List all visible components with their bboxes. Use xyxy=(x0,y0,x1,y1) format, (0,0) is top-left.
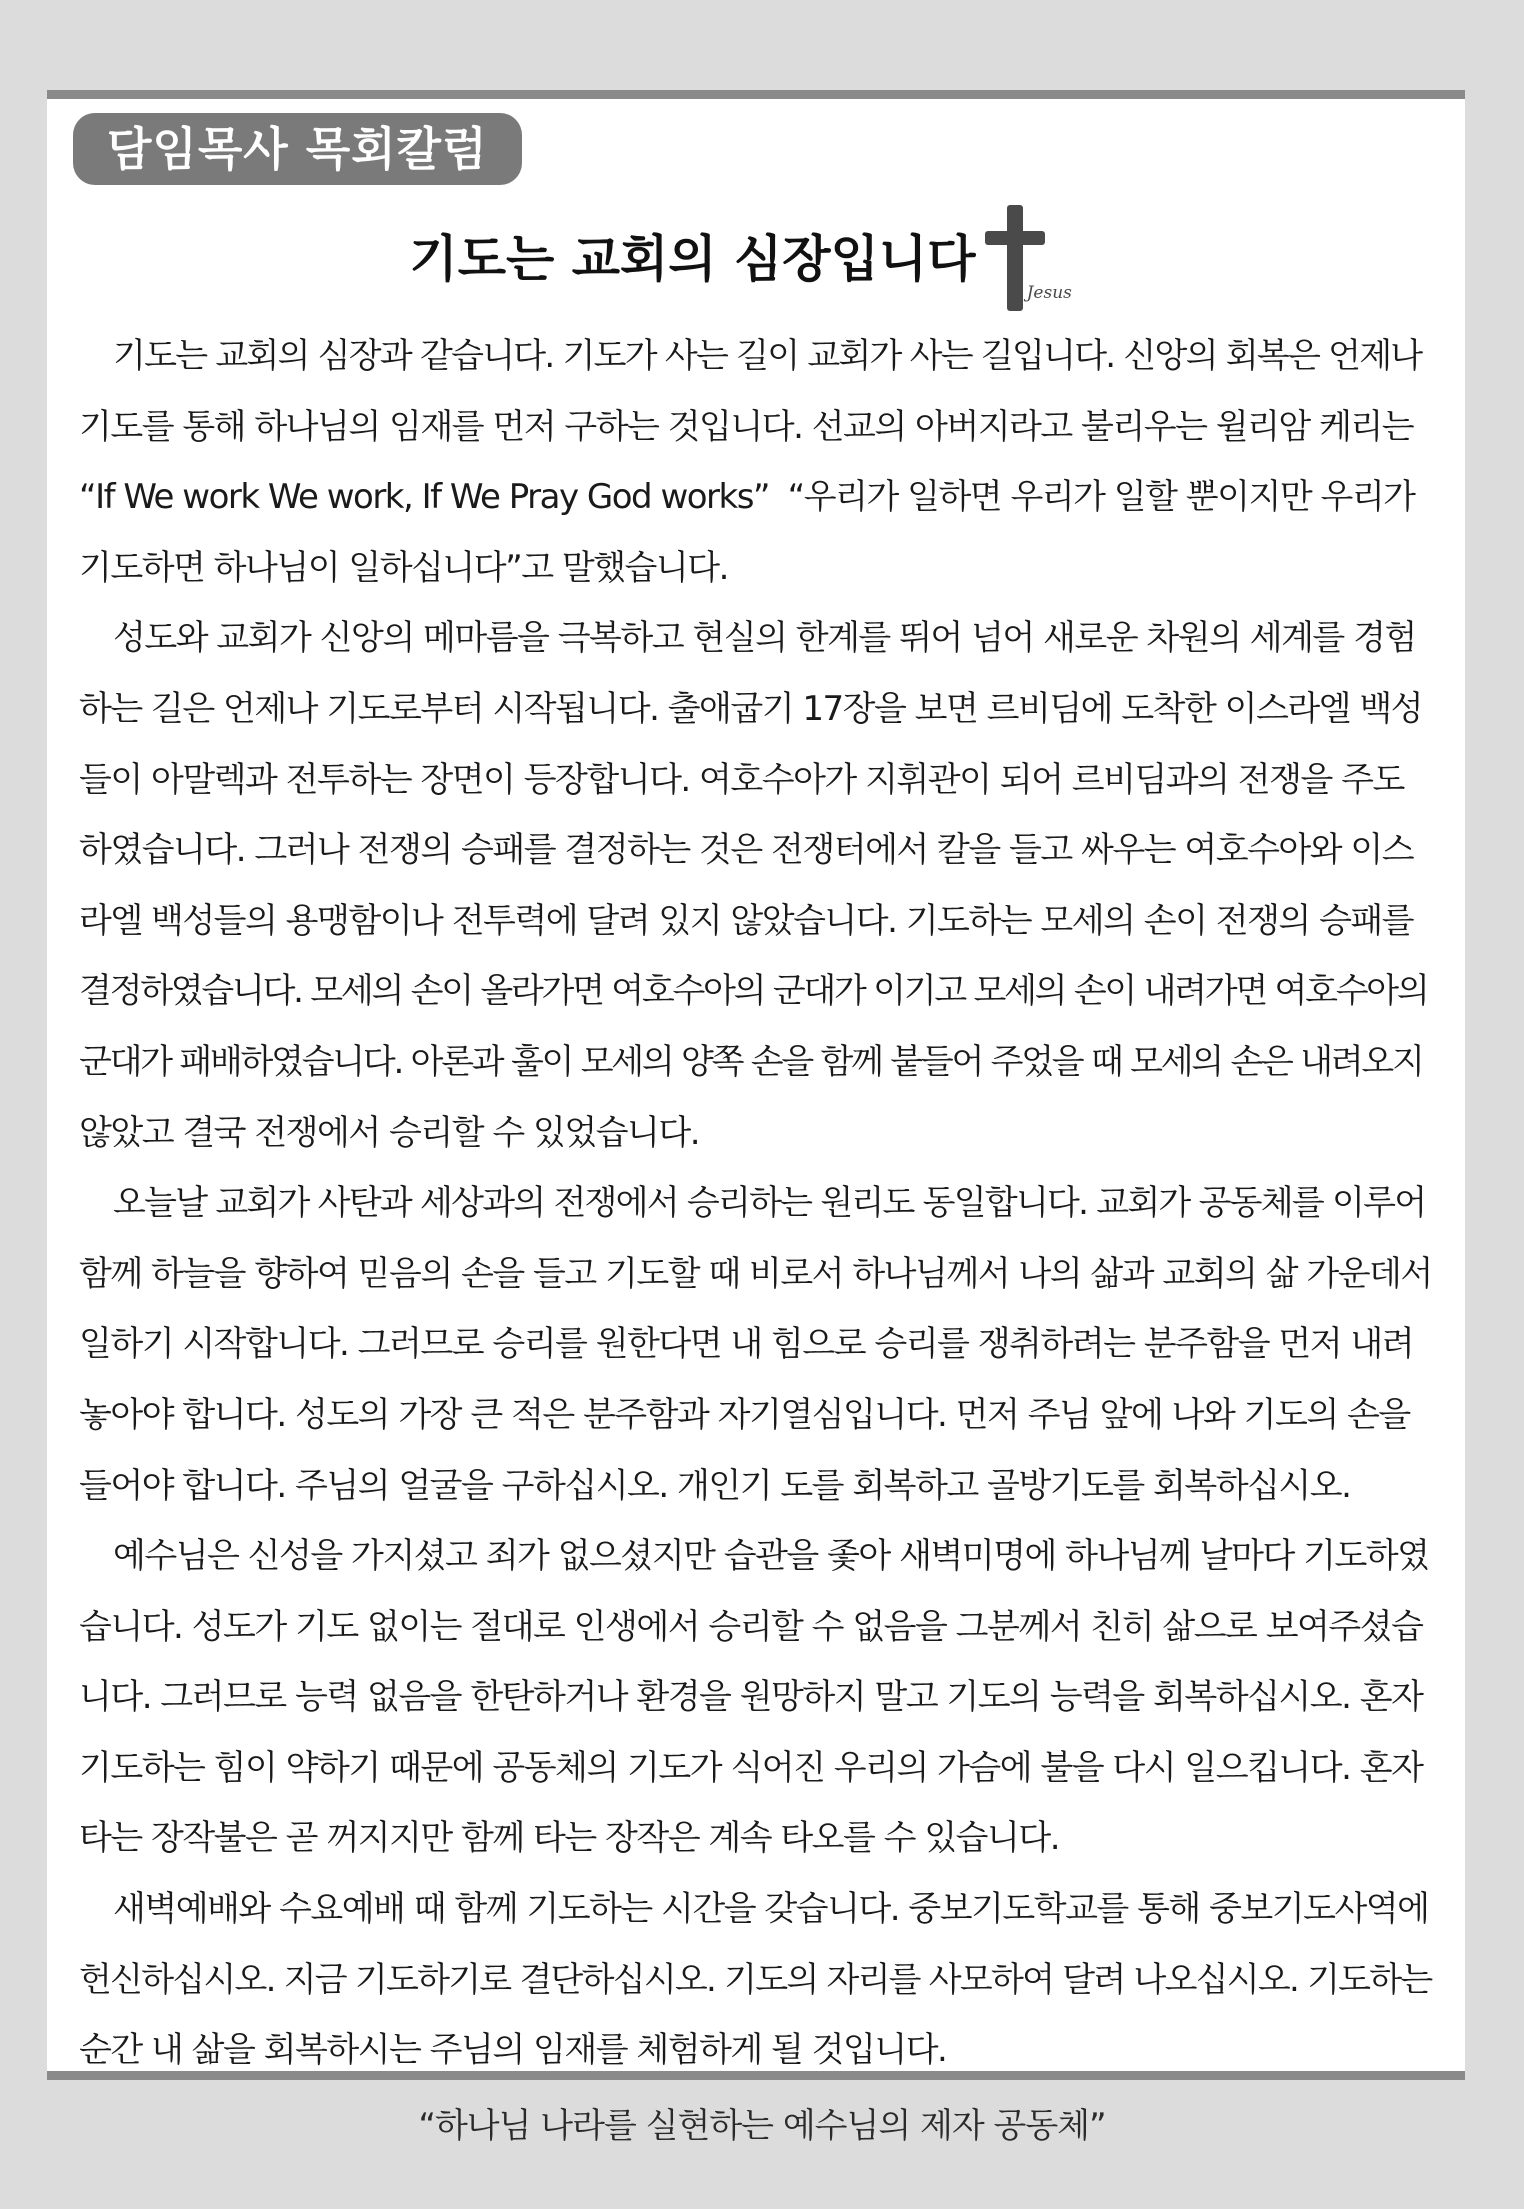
paragraph-line: 들이 아말렉과 전투하는 장면이 등장합니다. 여호수아가 지휘관이 되어 르비딤과의 전쟁을 주도 xyxy=(79,759,1404,800)
paragraph-line: 새벽예배와 수요예배 때 함께 기도하는 시간을 갖습니다. 중보기도학교를 통해 중보기도사역에 xyxy=(113,1889,1429,1930)
column-page xyxy=(47,90,1465,2080)
cross-horizontal-bar xyxy=(985,231,1045,245)
cross-vertical-bar xyxy=(1007,205,1023,311)
article-body xyxy=(79,321,1433,2086)
paragraph-line: 라엘 백성들의 용맹함이나 전투력에 달려 있지 않았습니다. 기도하는 모세의 손이 전쟁의 승패를 xyxy=(79,900,1414,941)
article-title: 기도는 교회의 심장입니다 xyxy=(409,230,976,288)
paragraph-line: 하는 길은 언제나 기도로부터 시작됩니다. 출애굽기 17장을 보면 르비딤에 도착한 이스라엘 백성 xyxy=(79,688,1423,729)
paragraph-line: 기도는 교회의 심장과 같습니다. 기도가 사는 길이 교회가 사는 길입니다. 신앙의 회복은 언제나 xyxy=(113,336,1422,376)
paragraph-line: 들어야 합니다. 주님의 얼굴을 구하십시오. 개인기 도를 회복하고 골방기도를 회복하십시오. xyxy=(79,1465,1351,1506)
paragraph-line: 기도하면 하나님이 일하십니다”고 말했습니다. xyxy=(79,547,728,588)
paragraph-line: 놓아야 합니다. 성도의 가장 큰 적은 분주함과 자기열심입니다. 먼저 주님 앞에 나와 기도의 손을 xyxy=(79,1394,1410,1435)
paragraph-line: 니다. 그러므로 능력 없음을 한탄하거나 환경을 원망하지 말고 기도의 능력을 회복하십시오. 혼자 xyxy=(79,1677,1423,1718)
section-label: 담임목사 목회칼럼 xyxy=(73,113,522,185)
paragraph-line: 함께 하늘을 향하여 믿음의 손을 들고 기도할 때 비로서 하나님께서 나의 삶과 교회의 삶 가운데서 xyxy=(79,1253,1432,1294)
paragraph-line: “If We work We work, If We Pray God works” “우리가 일하면 우리가 일할 뿐이지만 우리가 xyxy=(79,477,1415,518)
paragraph-line: 순간 내 삶을 회복하시는 주님의 임재를 체험하게 될 것입니다. xyxy=(79,2030,947,2071)
paragraph-line: 하였습니다. 그러나 전쟁의 승패를 결정하는 것은 전쟁터에서 칼을 들고 싸우는 여호수아와 이스 xyxy=(79,830,1414,871)
cross-icon xyxy=(983,193,1103,323)
church-motto: “하나님 나라를 실현하는 예수님의 제자 공동체” xyxy=(418,2106,1106,2146)
paragraph-line: 기도를 통해 하나님의 임재를 먼저 구하는 것입니다. 선교의 아버지라고 불리우는 윌리암 케리는 xyxy=(79,406,1414,447)
paragraph-line: 타는 장작불은 곧 꺼지지만 함께 타는 장작은 계속 타오를 수 있습니다. xyxy=(79,1818,1060,1859)
paragraph-line: 헌신하십시오. 지금 기도하기로 결단하십시오. 기도의 자리를 사모하여 달려 나오십시오. 기도하는 xyxy=(79,1959,1432,2000)
paragraph-line: 않았고 결국 전쟁에서 승리할 수 있었습니다. xyxy=(79,1112,700,1153)
paragraph-line: 기도하는 힘이 약하기 때문에 공동체의 기도가 식어진 우리의 가슴에 불을 다시 일으킵니다. 혼자 xyxy=(79,1747,1423,1788)
paragraph-line: 오늘날 교회가 사탄과 세상과의 전쟁에서 승리하는 원리도 동일합니다. 교회가 공동체를 이루어 xyxy=(113,1183,1426,1224)
paragraph-line: 군대가 패배하였습니다. 아론과 훌이 모세의 양쪽 손을 함께 붙들어 주었을 때 모세의 손은 내려오지 xyxy=(79,1041,1423,1082)
paragraph-line: 결정하였습니다. 모세의 손이 올라가면 여호수아의 군대가 이기고 모세의 손이 내려가면 여호수아의 xyxy=(79,971,1428,1012)
cross-caption: Jesus xyxy=(1026,283,1072,303)
title-row xyxy=(47,193,1465,333)
paragraph-line: 일하기 시작합니다. 그러므로 승리를 원한다면 내 힘으로 승리를 쟁취하려는 분주함을 먼저 내려 xyxy=(79,1324,1414,1365)
paragraph-line: 습니다. 성도가 기도 없이는 절대로 인생에서 승리할 수 없음을 그분께서 친히 삶으로 보여주셨습 xyxy=(79,1606,1423,1647)
paragraph-line: 성도와 교회가 신앙의 메마름을 극복하고 현실의 한계를 뛰어 넘어 새로운 차원의 세계를 경험 xyxy=(113,618,1416,659)
paragraph-line: 예수님은 신성을 가지셨고 죄가 없으셨지만 습관을 좇아 새벽미명에 하나님께 날마다 기도하였 xyxy=(113,1536,1429,1577)
